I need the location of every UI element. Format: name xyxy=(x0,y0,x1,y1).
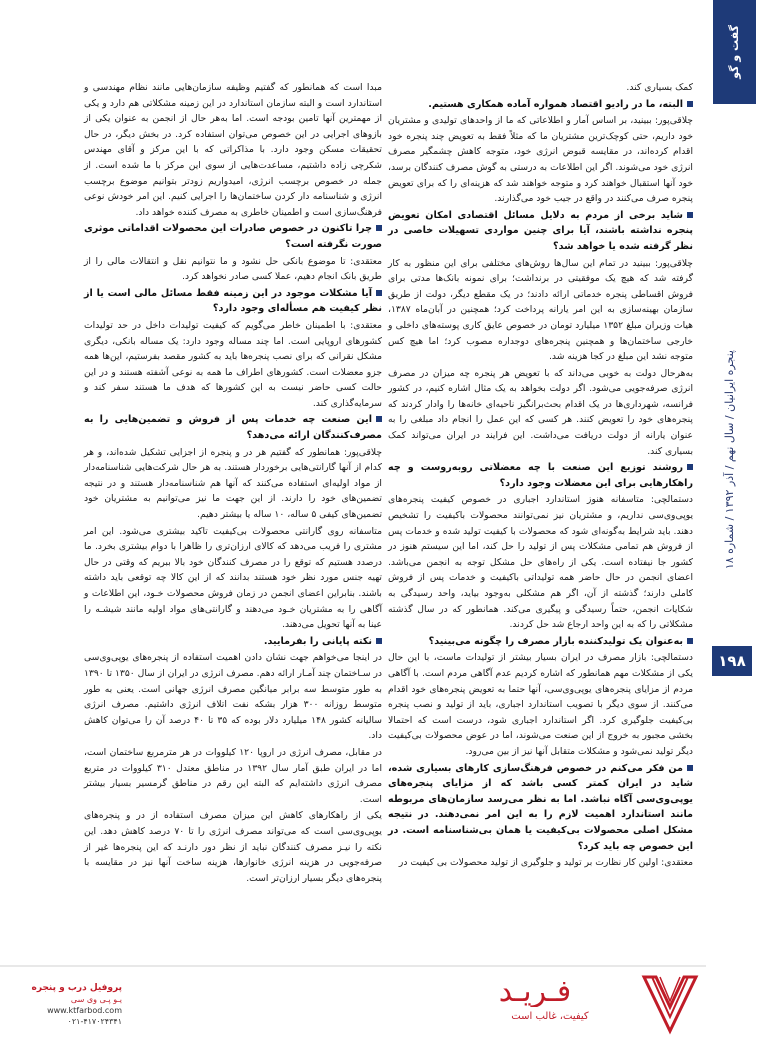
interview-question: البته، ما در رادیو اقتصاد همواره آماده همکاری هستیم. xyxy=(388,97,693,113)
ad-contact-info xyxy=(12,983,122,1027)
section-tab xyxy=(713,0,756,104)
ad-website: www.ktfarbod.com xyxy=(47,1006,122,1015)
svg-text:فـریـد: فـریـد xyxy=(498,974,572,1007)
page-number: ۱۹۸ xyxy=(712,646,752,676)
issue-info xyxy=(711,250,747,670)
brand-wordmark xyxy=(450,971,620,1031)
interview-question: نکته پایانی را بفرمایید. xyxy=(84,634,382,650)
article-column-right xyxy=(388,80,693,872)
paragraph: مبدا است که همانطور که گفتیم وظیفه سازمان‌هایی مانند نظام مهندسی و استاندارد است و البته سازمان استاندارد در این زمینه مشکلاتی هم دارد و یکی از مهمترین آنها تامین بودجه است. اما به‌هر حال از انجمن به عنوان یکی از بازوهای اجرایی در این خصوص می‌توان استفاده کرد. در بخش دیگر، در حال تحقیقات مسکن وجود دارد. با مذاکراتی که با این مرکز و آقای مهندس شکرچی زاده داشتیم، مساعدت‌هایی از سوی این مرکز با ما شده است. از جمله در خصوص برچسب انرژی، امیدواریم زودتر بتوانیم موضوع برچسب انرژی و شناسنامه دار کردن ساختمان‌ها را اجرایی کنیم. این امر خودش نوعی فرهنگ‌سازی است و اطمینان خاطری به مصرف کننده خواهد داد. xyxy=(84,82,382,218)
interview-question: چرا تاکنون در خصوص صادرات این محصولات اقداماتی موثری صورت نگرفته است؟ xyxy=(84,221,382,252)
interview-question: روشند توزیع این صنعت با چه معضلاتی روبه‌روست و چه راهکارهایی برای این معضلات وجود دارد؟ xyxy=(388,460,693,491)
paragraph: به‌هرحال دولت به خوبی می‌داند که با تعویض هر پنجره چه میزان در مصرف انرژی صرفه‌جویی می‌شود. اگر دولت بخواهد به یک مثال اشاره کنیم، در کشور فرانسه، شهرداری‌ها در یک اقدام بحث‌برانگیز ناحیه‌ای خانه‌ها را وادار کردند که پنجره‌های خود را تعویض کنند. هر کسی که این عمل را انجام داد مبلغی را به عنوان یارانه از دولت دریافت می‌داشت. این فرایند در ایران می‌تواند کمک بسیاری کند. xyxy=(388,367,693,457)
interview-question: شاید برخی از مردم به دلایل مسائل اقتصادی امکان تعویض پنجره نداشته باشند، آیا برای چنین مواردی تسهیلات خاصی در نظر گرفته شده یا خواهد شد؟ xyxy=(388,208,693,255)
brand-logo-icon xyxy=(640,971,700,1037)
ad-line-material: یـو پـی وی سی xyxy=(70,995,122,1004)
paragraph: چلاقی‌پور: ببینید، بر اساس آمار و اطلاعاتی که ما از واحدهای تولیدی و مشتریان خود داریم، حتی کوچک‌ترین مشتریان ما که مثلاً فقط به تعویض چند پنجره خود اقدام کرده‌اند، در مقایسه قبوض انرژی خود، متوجه کاهش چشمگیر مصرف انرژی خود می‌شوند. اگر این اطلاعات به درستی به گوش مصرف کنندگان برسد، خود آنها استقبال خواهند کرد و متوجه خواهند شد که هزینه‌ای را که برای تعویض پنجره صرف می‌کنند در واقع در جیب خود می‌گذارند. xyxy=(388,115,693,205)
paragraph: معتقدی: تا موضوع بانکی حل نشود و ما نتوانیم نقل و انتقالات مالی را از طریق بانک انجام دهیم، عملا کسی صادر نخواهد کرد. xyxy=(84,255,382,283)
paragraph: در مقابل، مصرف انرژی در اروپا ۱۲۰ کیلووات در هر مترمربع ساختمان است، اما در ایران طبق آمار سال ۱۳۹۲ در مناطق معتدل ۳۱۰ کیلووات در متربع مصرف انرژی داشته‌ایم که البته این رقم در مناطق گرمسیر بسیار بیشتر است. xyxy=(84,746,382,805)
interview-question: من فکر می‌کنم در خصوص فرهنگ‌سازی کارهای بسیاری شده، شاید در ایران کمتر کسی باشد که از مزایای پنجره‌های یوپی‌وی‌سی آگاه نباشد. اما به نظر می‌رسد سازمان‌های مربوطه مانند استاندارد اهمیت لازم را به این امر نمی‌دهند. در نتیجه مشکل اصلی محصولات بی‌کیفیت یا همان بی‌شناسنامه است. در این خصوص چه باید کرد؟ xyxy=(388,761,693,855)
interview-question: آیا مشکلات موجود در این زمینه فقط مسائل مالی است یا از نظر کیفیت هم مسأله‌ای وجود دارد؟ xyxy=(84,286,382,317)
paragraph: دستمالچی: بازار مصرف در ایران بسیار بیشتر از تولیدات ماست، با این حال یکی از مشکلات مهم همانطور که اشاره کردیم عدم آگاهی مردم است. با آگاهی مردم از مزایای پنجره‌های یوپی‌وی‌سی، آنها حتما به تعویض پنجره‌های خود اقدام می‌کنند. از سوی دیگر با تصویب استاندارد اجباری، باید از تولید و نصب پنجره بی‌کیفیت جلوگیری کرد. اگر استاندارد اجباری شود، درست است که احتمالا بخشی مجبور به خروج از این صنعت می‌شوند، اما در عوض محصولات بی‌کیفیت دیگر تولید نمی‌شود و مشکلات متقابل آنها نیز از بین می‌رود. xyxy=(388,652,693,757)
interview-question: این صنعت چه خدمات پس از فروش و تضمین‌هایی را به مصرف‌کنندگان ارائه می‌دهد؟ xyxy=(84,412,382,443)
section-label: گفت و گو xyxy=(728,25,741,79)
ad-line-product: پروفیل درب و پنجره xyxy=(31,983,122,993)
article-column-left xyxy=(84,80,382,887)
paragraph: معتقدی: اولین کار نظارت بر تولید و جلوگیری از تولید محصولات بی کیفیت در xyxy=(398,857,693,869)
issue-info-text: پنجره ایرانیان / سال نهم / آذر ۱۳۹۲ / شماره ۱۸ xyxy=(722,350,736,570)
paragraph: متاسفانه روی گارانتی محصولات بی‌کیفیت تاکید بیشتری می‌شود. این امر مشتری را فریب می‌دهد که کالای ارزان‌تری را ظاهرا با دوام بیشتری بخرد. ما درصدد هستیم که توقع را در مصرف کنندگان خود بالا ببریم که وقتی در حال تهیه جنس مورد نظر خود هستند بدانند که از این کالا چه توقعی باید داشته باشند. بنابراین اعضای انجمن در زمان فروش محصولات خـود، این اطلاعات و آگاهی را به مشتریان خـود می‌دهند و گارانتی‌های مواد اولیه مانند شیشـه را عینا به آنها تحویل می‌دهند. xyxy=(84,525,382,631)
paragraph: یکی از راهکارهای کاهش این میزان مصرف استفاده از در و پنجره‌های یوپی‌وی‌سی است که می‌تواند مصرف انرژی را تا ۷۰ درصد کاهش دهد. این نکته را نیـز مصرف کنندگان نباید از نظر دور دارنـد که این پنجره‌ها غیر از صرفه‌جویی در هزینه انرژی خانوارها، هزینه ساخت آنها نیز در مقایسه با پنجره‌های دیگر بسیار ارزان‌تر است. xyxy=(84,810,382,884)
paragraph: چلاقی‌پور: همانطور که گفتیم هر در و پنجره از اجزایی تشکیل شده‌اند، و هر کدام از آنها گارانتی‌هایی برخوردار هستند. به هر حال شرکت‌هایی شناسنامه‌دار از مواد اولیه‌ای استفاده می‌کنند که آنها هم شناسنامه‌دار هستند و در نتیجه تضمین‌های خود را دارند. از این جهت ما نیز می‌توانیم به مشتریان خود تضمین‌های کیفی ۵ ساله، ۱۰ ساله یا بیشتر دهیم. xyxy=(84,446,382,521)
paragraph: چلاقی‌پور: ببینید در تمام این سال‌ها روش‌های مختلفی برای این منظور به کار گرفته شد که هیچ یک موفقیتی در برنداشت؛ برای نمونه بانک‌ها مدتی برای فروش اقساطی پنجره خدماتی ارائه دادند؛ در یک مقطع دیگر، دولت از طریق سازمان بهینه‌سازی به این امر یارانه پرداخت کرد؛ همچنین در آبان‌ماه ۱۳۸۷، هیات وزیران مبلغ ۱۳۵۲ میلیارد تومان در خصوص عایق کاری پوسته‌های داخلی و خارجی ساختمان‌ها و همچنین پنجره‌های دوجداره مصوب کرد؛ اما هیچ کس متوجه نشد این مبلغ در کجا هزینه شد. xyxy=(388,257,693,363)
paragraph: در اینجا می‌خواهم جهت نشان دادن اهمیت استفاده از پنجره‌های یوپی‌وی‌سی در سـاختمان چند آمـار ارائه دهم. مصرف انرژی در ایران از سال ۱۳۵۰ تا ۱۳۹۰ به طور متوسط سه برابر میانگین مصرف انرژی جهانی است. یعنی به طور متوسط روزانه ۳۰۰ هزار بشکه نفت اتلاف انرژی داشتیم. مصرف انرژی سالیانه کشور ۱۴۸ میلیارد دلار بوده که ۳۵ تا ۴۰ درصد آن را می‌توان کاهش داد. xyxy=(84,652,383,742)
paragraph: کمک بسیاری کند. xyxy=(626,82,693,93)
brand-slogan: کیفیت، غالب است xyxy=(511,1011,589,1022)
advertisement xyxy=(0,965,706,1047)
brand-wordmark-icon xyxy=(450,971,620,1007)
paragraph: دستمالچی: متاسفانه هنوز استاندارد اجباری در خصوص کیفیت پنجره‌های یوپی‌وی‌سی نداریم، و مشتریان نیز نمی‌توانند محصولات باکیفیت را تشخیص دهند. باید شرایط به‌گونه‌ای شود که محصولات با کیفیت تولید شده و خدمات پس از فروش هم تمامی مشکلات پس از تولید را حل کند، اما این سیستم هنوز در کشور جا نیفتاده است. یکی از راه‌های حل مشکل توجه به انجمن می‌باشد. اعضای انجمن در حال حاضر همه تولیداتی باکیفیت و خدمات پس از فروش کاملی دارند؛ گذشته از آن، اگر هم مشکلی به‌وجود بیاید، واحد رسیدگی به شکایات انجمن، حتماً رسیدگی و پیگیری می‌کند. همانطور که در سال گذشته مشکلاتی را که به این واحد ارجاع شد حل کردند. xyxy=(388,494,693,631)
paragraph: معتقدی: با اطمینان خاطر می‌گویم که کیفیت تولیدات داخل در حد تولیدات کشورهای اروپایی است. اما چند مساله وجود دارد: یک مساله بانکی، دیگری مشکل نقرانی که برای نصب پنجره‌ها باید به کشور مقصد بفرستیم، این‌ها همه جزو معضلات است. کشورهای اطراف ما همه به نوعی آشفته هستند و در این حالت کسی حاضر نیست به این کشورها که هدف ما هستند سفر کند و سرمایه‌گذاری کند. xyxy=(84,319,382,409)
ad-phone: ۰۲۱-۴۱۷۰۲۴۳۴۱ xyxy=(67,1017,122,1026)
interview-question: به‌عنوان یک تولیدکننده بازار مصرف را چگونه می‌بینید؟ xyxy=(388,634,693,650)
